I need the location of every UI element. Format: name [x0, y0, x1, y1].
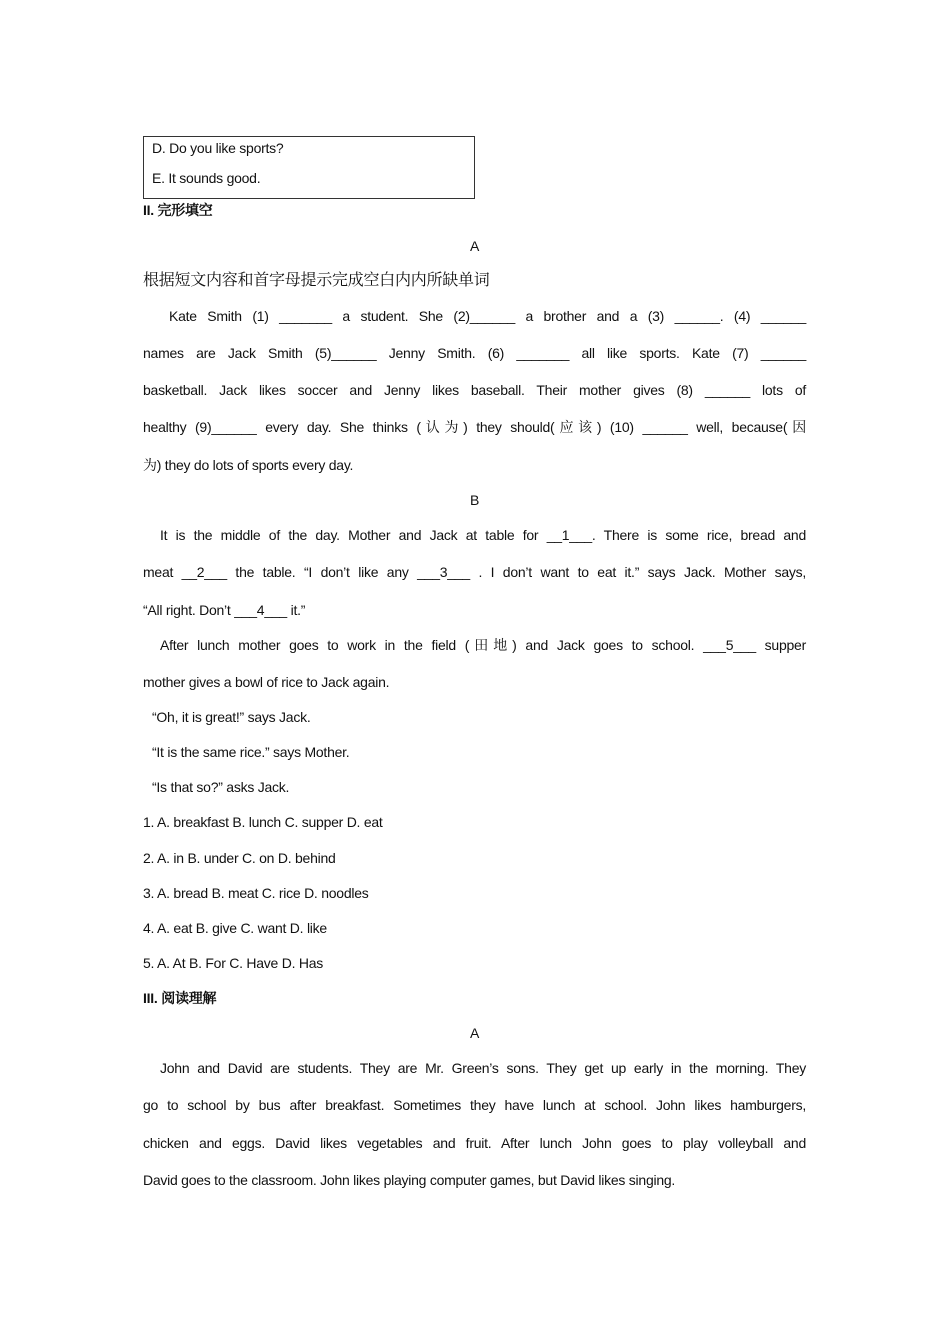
text-line: 为) they do lots of sports every day.: [143, 457, 354, 473]
question-option: 5. A. At B. For C. Have D. Has: [143, 955, 324, 971]
text-line: “It is the same rice.” says Mother.: [152, 744, 350, 760]
section-heading: III. 阅读理解: [143, 990, 217, 1006]
text-line: Kate Smith (1) _______ a student. She (2)______ a brother and a (3) ______. (4) ______: [169, 308, 806, 324]
text-line: basketball. Jack likes soccer and Jenny likes baseball. Their mother gives (8) ______ lots of: [143, 382, 806, 398]
instruction: 根据短文内容和首字母提示完成空白内内所缺单词: [143, 272, 490, 289]
text-line: mother gives a bowl of rice to Jack again.: [143, 674, 390, 690]
question-option: 2. A. in B. under C. on D. behind: [143, 850, 336, 866]
passage-label: A: [469, 1025, 480, 1041]
text-line: names are Jack Smith (5)______ Jenny Smith. (6) _______ all like sports. Kate (7) ______: [143, 345, 806, 361]
passage-label: A: [469, 238, 480, 254]
text-line: chicken and eggs. David likes vegetables and fruit. After lunch John goes to play volleyball and: [143, 1135, 806, 1151]
passage-label: B: [469, 492, 480, 508]
question-option: 1. A. breakfast B. lunch C. supper D. eat: [143, 814, 383, 830]
box-option-d: D. Do you like sports?: [152, 140, 284, 156]
text-line: David goes to the classroom. John likes playing computer games, but David likes singing.: [143, 1172, 676, 1188]
section-heading: II. 完形填空: [143, 202, 213, 218]
text-line: healthy (9)______ every day. She thinks (认为) they should(应该) (10) ______ well, because(因: [143, 419, 806, 435]
text-line: “Is that so?” asks Jack.: [152, 779, 290, 795]
text-line: John and David are students. They are Mr. Green’s sons. They get up early in the morning. They: [160, 1060, 806, 1076]
text-line: After lunch mother goes to work in the field (田地) and Jack goes to school. ___5___ supper: [160, 637, 806, 653]
text-line: go to school by bus after breakfast. Sometimes they have lunch at school. John likes hamburgers,: [143, 1097, 806, 1113]
question-option: 3. A. bread B. meat C. rice D. noodles: [143, 885, 369, 901]
question-option: 4. A. eat B. give C. want D. like: [143, 920, 327, 936]
text-line: meat __2___ the table. “I don’t like any ___3___ . I don’t want to eat it.” says Jack. Mother says,: [143, 564, 806, 580]
text-line: It is the middle of the day. Mother and Jack at table for __1___. There is some rice, bread and: [160, 527, 806, 543]
text-line: “All right. Don’t ___4___ it.”: [143, 602, 306, 618]
text-line: “Oh, it is great!” says Jack.: [152, 709, 311, 725]
box-option-e: E. It sounds good.: [152, 170, 261, 186]
